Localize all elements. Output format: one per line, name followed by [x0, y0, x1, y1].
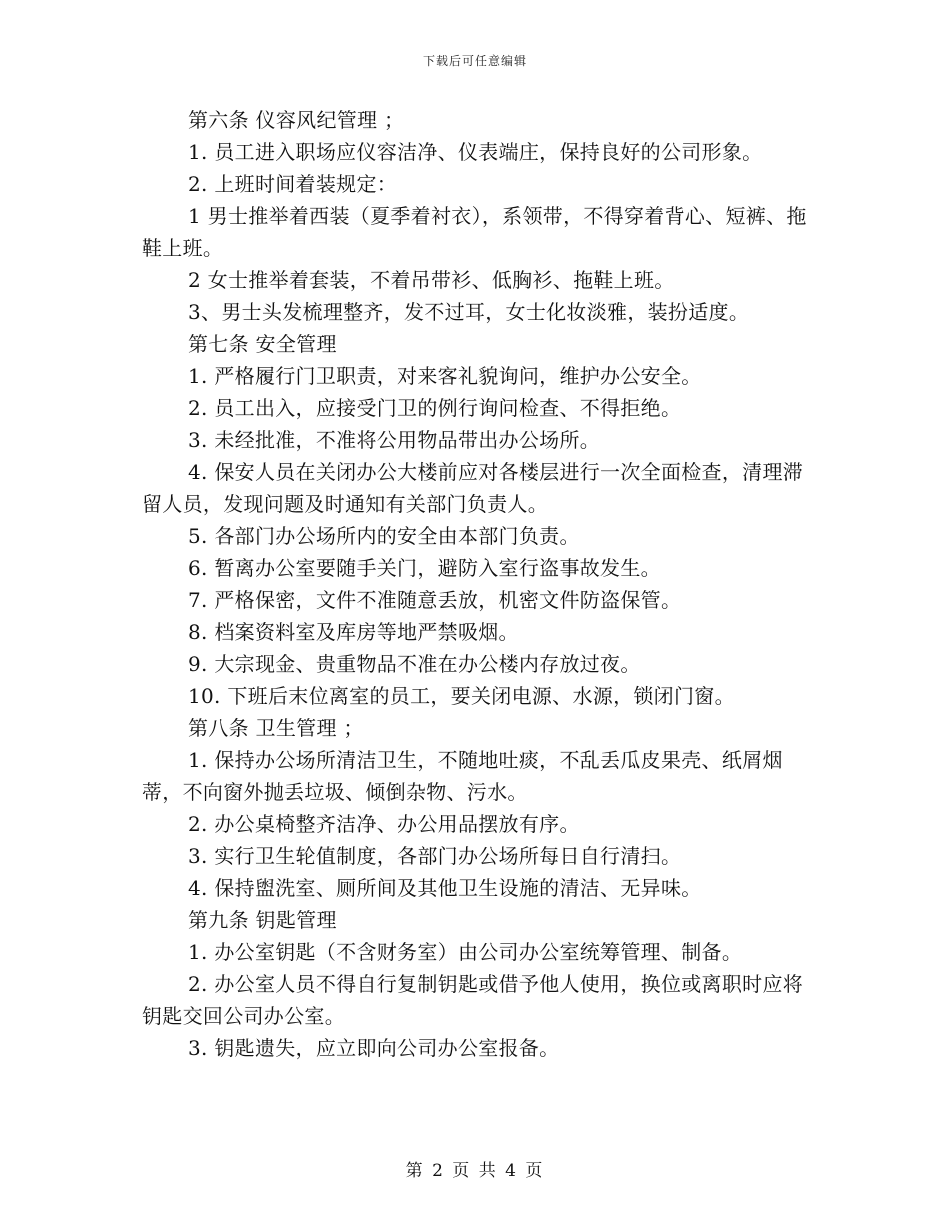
paragraph: 1. 员工进入职场应仪容洁净、仪表端庄，保持良好的公司形象。 [188, 140, 763, 164]
paragraph: 8. 档案资料室及库房等地严禁吸烟。 [188, 620, 519, 644]
paragraph: 5. 各部门办公场所内的安全由本部门负责。 [188, 524, 580, 548]
paragraph: 1. 严格履行门卫职责，对来客礼貌询问，维护办公安全。 [188, 364, 702, 388]
section-title-9: 第九条 钥匙管理 [188, 908, 337, 932]
section-title-8: 第八条 卫生管理 ； [188, 716, 364, 740]
paragraph: 3. 未经批准，不准将公用物品带出办公场所。 [188, 428, 601, 452]
paragraph: 3、男士头发梳理整齐，发不过耳，女士化妆淡雅，装扮适度。 [188, 300, 750, 324]
paragraph: 1. 保持办公场所清洁卫生，不随地吐痰，不乱丢瓜皮果壳、纸屑烟蒂，不向窗外抛丢垃圾、倾倒杂物、污水。 [142, 748, 783, 804]
paragraph: 1. 办公室钥匙（不含财务室）由公司办公室统筹管理、制备。 [188, 940, 743, 964]
paragraph: 9. 大宗现金、贵重物品不准在办公楼内存放过夜。 [188, 652, 641, 676]
paragraph: 2. 员工出入，应接受门卫的例行询问检查、不得拒绝。 [188, 396, 682, 420]
document-body [142, 104, 812, 1064]
paragraph: 2. 办公室人员不得自行复制钥匙或借予他人使用，换位或离职时应将钥匙交回公司办公室。 [142, 972, 804, 1028]
paragraph: 7. 严格保密，文件不准随意丢放，机密文件防盗保管。 [188, 588, 682, 612]
page-footer: 第 2 页 共 4 页 [405, 1161, 545, 1181]
paragraph: 10. 下班后末位离室的员工，要关闭电源、水源，锁闭门窗。 [188, 684, 735, 708]
paragraph: 6. 暂离办公室要随手关门，避防入室行盗事故发生。 [188, 556, 661, 580]
paragraph: 4. 保持盥洗室、厕所间及其他卫生设施的清洁、无异味。 [188, 876, 702, 900]
paragraph: 3. 实行卫生轮值制度，各部门办公场所每日自行清扫。 [188, 844, 682, 868]
section-title-7: 第七条 安全管理 [188, 332, 337, 356]
paragraph: 1 男士推举着西装（夏季着衬衣），系领带，不得穿着背心、短裤、拖鞋上班。 [142, 204, 807, 260]
paragraph: 4. 保安人员在关闭办公大楼前应对各楼层进行一次全面检查，清理滞留人员，发现问题及时通知有关部门负责人。 [142, 460, 804, 516]
paragraph: 2. 办公桌椅整齐洁净、办公用品摆放有序。 [188, 812, 580, 836]
page-header: 下载后可任意编辑 [422, 54, 527, 68]
paragraph: 2 女士推举着套装，不着吊带衫、低胸衫、拖鞋上班。 [188, 268, 675, 292]
section-title-6: 第六条 仪容风纪管理 ； [188, 108, 405, 132]
paragraph: 2. 上班时间着装规定： [188, 172, 398, 196]
paragraph: 3. 钥匙遗失，应立即向公司办公室报备。 [188, 1036, 560, 1060]
